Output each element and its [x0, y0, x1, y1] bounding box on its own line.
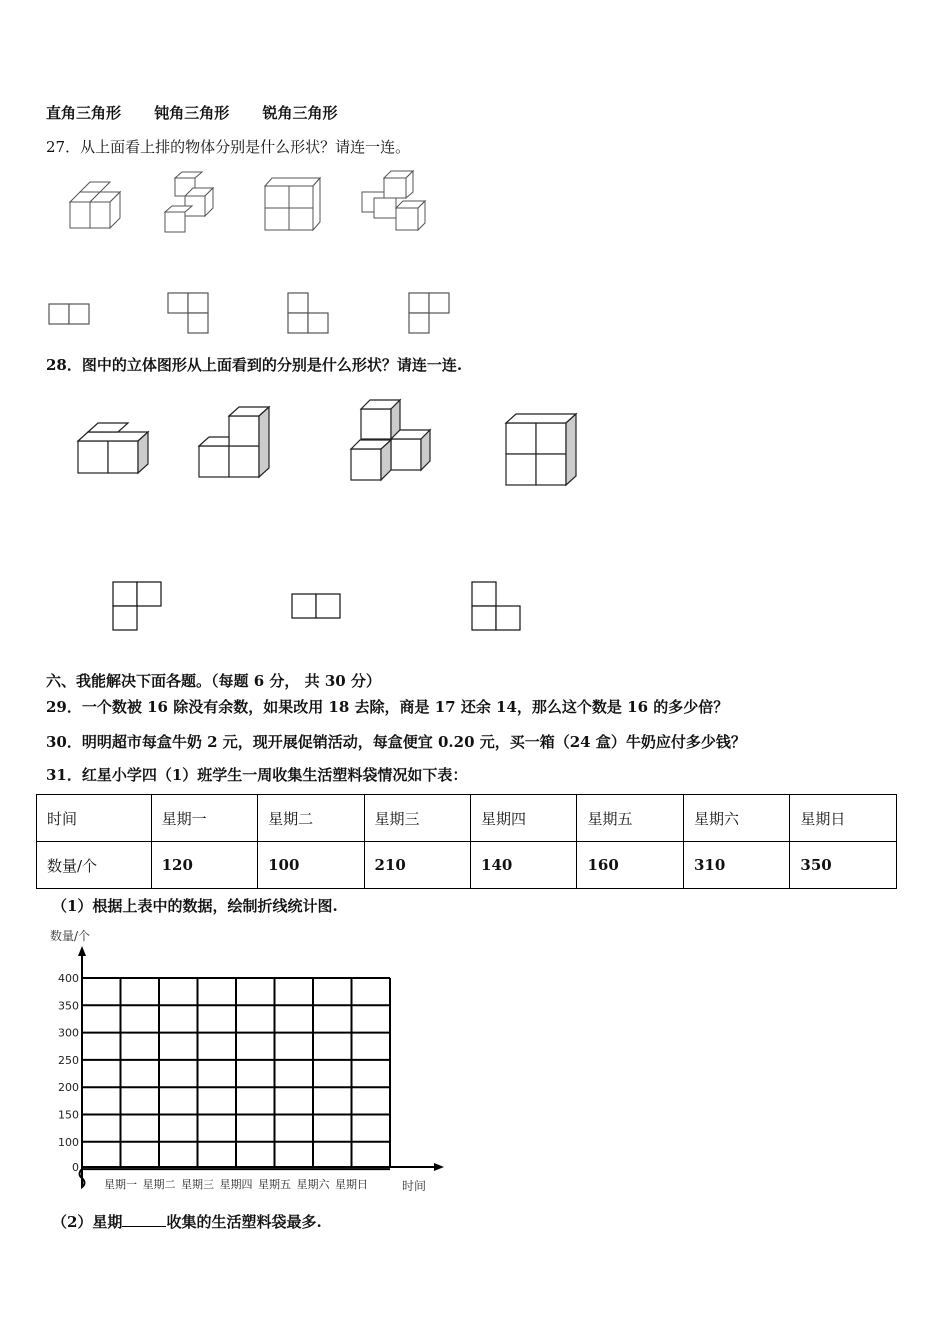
q28-solid-2 [199, 407, 269, 477]
table-cell: 星期四 [471, 795, 577, 842]
question-31: 31．红星小学四（1）班学生一周收集生活塑料袋情况如下表： [46, 766, 468, 784]
x-tick-label: 星期四 [219, 1178, 253, 1191]
table-cell: 数量/个 [37, 842, 152, 889]
x-tick-label: 星期三 [181, 1178, 214, 1191]
option-obtuse-triangle: 钝角三角形 [154, 104, 230, 122]
q27-solid-3 [265, 178, 320, 230]
question-30: 30．明明超市每盒牛奶 2 元，现开展促销活动，每盒便宜 0.20 元，买一箱（24 盒）牛奶应付多少钱？ [46, 733, 746, 751]
x-axis-arrow [434, 1163, 444, 1171]
y-axis-label: 数量/个 [50, 929, 91, 943]
q27-top-view-1 [49, 304, 89, 324]
y-tick-label: 350 [58, 999, 79, 1013]
q28-solids-figure [70, 396, 610, 496]
q27-top-view-2 [168, 293, 208, 333]
x-tick-label: 星期二 [142, 1178, 176, 1191]
x-tick-label: 星期六 [296, 1178, 330, 1191]
q27-solid-4 [362, 171, 425, 230]
q28-solid-4 [506, 414, 576, 485]
q31-2-prefix: （2）星期 [52, 1213, 123, 1231]
x-tick-label: 星期五 [258, 1178, 291, 1191]
x-tick-label: 星期日 [335, 1178, 368, 1191]
x-axis-label: 时间 [402, 1179, 427, 1193]
table-row [37, 842, 897, 889]
y-tick-label: 300 [58, 1026, 79, 1040]
table-cell: 210 [364, 842, 470, 889]
table-cell: 星期日 [790, 795, 897, 842]
y-tick-label: 100 [58, 1135, 79, 1149]
q28-top-view-3 [472, 582, 520, 630]
y-tick-label: 400 [58, 972, 79, 985]
q26-options [46, 102, 366, 123]
option-acute-triangle: 锐角三角形 [262, 104, 338, 122]
q28-solid-1 [78, 423, 148, 473]
question-31-part-2 [52, 1211, 322, 1232]
question-28: 28．图中的立体图形从上面看到的分别是什么形状？请连一连. [46, 356, 463, 374]
q27-solids-figure [60, 168, 460, 248]
y-tick-label: 150 [58, 1108, 79, 1122]
q28-top-views-figure [110, 578, 550, 634]
table-header-row [37, 795, 897, 842]
section-6-title: 六、我能解决下面各题。（每题 6 分， 共 30 分） [46, 672, 381, 690]
q27-solid-2 [165, 172, 213, 232]
table-cell: 星期六 [683, 795, 789, 842]
table-cell: 星期一 [151, 795, 257, 842]
q27-solid-1 [70, 182, 120, 228]
y-tick-label: 0 [72, 1161, 79, 1174]
table-cell: 120 [151, 842, 257, 889]
q27-top-views-figure [46, 290, 466, 340]
q27-top-view-4 [409, 293, 449, 333]
table-cell: 140 [471, 842, 577, 889]
line-chart-grid [44, 922, 464, 1202]
table-cell: 350 [790, 842, 897, 889]
question-27: 27．从上面看上排的物体分别是什么形状？请连一连。 [46, 138, 411, 156]
y-axis-arrow [78, 946, 86, 956]
table-cell: 星期二 [258, 795, 364, 842]
q28-top-view-2 [292, 594, 340, 618]
table-cell: 310 [683, 842, 789, 889]
data-table [36, 794, 897, 889]
table-cell: 星期五 [577, 795, 683, 842]
table-cell: 100 [258, 842, 364, 889]
table-cell: 星期三 [364, 795, 470, 842]
table-cell: 160 [577, 842, 683, 889]
question-29: 29．一个数被 16 除没有余数，如果改用 18 去除，商是 17 还余 14，那么这个数是 16 的多少倍？ [46, 698, 729, 716]
question-31-part-1: （1）根据上表中的数据，绘制折线统计图. [52, 897, 338, 915]
y-tick-label: 200 [58, 1081, 79, 1095]
answer-blank[interactable] [122, 1212, 166, 1227]
q31-2-suffix: 收集的生活塑料袋最多. [166, 1213, 322, 1231]
x-tick-label: 星期一 [104, 1178, 137, 1191]
q28-top-view-1 [113, 582, 161, 630]
q27-top-view-3 [288, 293, 328, 333]
y-tick-label: 250 [58, 1053, 79, 1067]
option-right-triangle: 直角三角形 [46, 104, 122, 122]
table-cell: 时间 [37, 795, 152, 842]
q28-solid-3 [351, 400, 430, 480]
